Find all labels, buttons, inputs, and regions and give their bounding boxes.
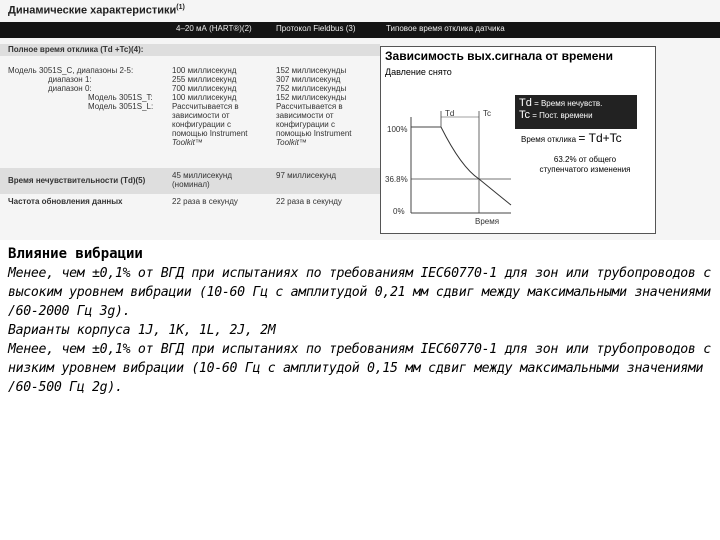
row-value-fieldbus: 22 раза в секунду (276, 197, 342, 206)
chart-legend (515, 95, 637, 129)
row-label (8, 66, 153, 111)
table-header (0, 22, 380, 38)
cell-line: помощью Instrument (276, 129, 352, 138)
cell-line: 700 миллисекунд (172, 84, 237, 93)
cell-line: 152 миллисекунды (276, 66, 347, 75)
y-label-368: 36.8% (385, 175, 408, 184)
cell-line: Toolkit™ (172, 138, 203, 147)
cell-line: Рассчитывается в (276, 102, 343, 111)
header-hart: 4–20 мА (HART®)(2) (176, 24, 252, 33)
cell-line: 752 миллисекунды (276, 84, 347, 93)
y-label-0: 0% (393, 207, 405, 216)
row-label: Время нечувствительности (Td)(5) (8, 176, 146, 185)
response-label-text: Время отклика (521, 135, 577, 144)
response-formula: = Td+Tc (578, 131, 622, 145)
cell-line: Рассчитывается в (172, 102, 239, 111)
cell-line: зависимости от (172, 111, 230, 120)
cell-line: 45 миллисекунд (172, 171, 233, 180)
vibration-section (8, 245, 712, 397)
table-row (0, 44, 380, 56)
paragraph-housing-options: Варианты корпуса 1J, 1K, 1L, 2J, 2M (8, 323, 276, 338)
spec-title-note: (1) (176, 4, 185, 11)
x-label: Время (475, 217, 500, 226)
cell-line: 97 миллисекунд (276, 171, 337, 180)
row-label-line: Модель 3051S_C, диапазоны 2-5: (8, 66, 134, 75)
spec-title-text: Динамические характеристики (8, 4, 177, 17)
legend-td-text: = Время нечувств. (534, 99, 603, 108)
row-label: Частота обновления данных (8, 197, 123, 206)
header-fieldbus: Протокол Fieldbus (3) (276, 24, 356, 33)
row-label: Полное время отклика (Td +Tc)(4): (8, 45, 144, 54)
scanned-spec-image (0, 0, 720, 240)
legend-tc: Tc (519, 109, 530, 121)
row-value-hart: 22 раза в секунду (172, 197, 238, 206)
row-label-line: диапазон 1: (48, 75, 92, 84)
cell-line: зависимости от (276, 111, 334, 120)
chart-subtitle: Давление снято (385, 67, 452, 77)
cell-line: помощью Instrument (172, 129, 248, 138)
cell-line: Toolkit™ (276, 138, 307, 147)
section-heading: Влияние вибрации (8, 246, 143, 262)
row-label-line: диапазон 0: (48, 84, 92, 93)
cell-line: 307 миллисекунд (276, 75, 341, 84)
paragraph-low-vibration: Менее, чем ±0,1% от ВГД при испытаниях по требованиям IEC60770-1 для зон или трубопроводов с низким уровнем вибрации (10-60 Гц с амплитудой 0,15 мм сдвиг между максимальными значениями /60-500 Гц 2g). (8, 342, 711, 395)
cell-line: конфигурации с (172, 120, 231, 129)
row-value-hart (172, 171, 232, 189)
legend-td: Td (519, 97, 532, 109)
cell-line: (номинал) (172, 180, 210, 189)
y-label-100: 100% (387, 125, 408, 134)
spec-title (8, 4, 185, 17)
response-time-label (521, 131, 622, 145)
paragraph-high-vibration: Менее, чем ±0,1% от ВГД при испытаниях по требованиям IEC60770-1 для зон или трубопроводов с высоким уровнем вибрации (10-60 Гц с амплитудой 0,21 мм сдвиг между максимальными значениями /60-2000 Гц 3g). (8, 266, 711, 319)
row-value-hart (172, 66, 248, 147)
tc-mark-label: Tc (483, 109, 491, 118)
td-mark-label: Td (445, 109, 455, 118)
cell-line: 255 миллисекунд (172, 75, 237, 84)
table-header-right (380, 22, 720, 38)
header-response: Типовое время отклика датчика (386, 24, 505, 33)
cell-line: 100 миллисекунд (172, 66, 237, 75)
chart-title: Зависимость вых.сигнала от времени (385, 49, 614, 63)
row-label-line: Модель 3051S_T: (88, 93, 153, 102)
cell-line: 152 миллисекунды (276, 93, 347, 102)
row-label-line: Модель 3051S_L: (88, 102, 154, 111)
table-row (0, 196, 380, 208)
cell-line: конфигурации с (276, 120, 335, 129)
table-row (0, 66, 380, 152)
response-chart (380, 46, 656, 234)
cell-line: 100 миллисекунд (172, 93, 237, 102)
row-value-fieldbus (276, 171, 336, 180)
decay-curve (441, 127, 511, 205)
chart-note: 63.2% от общего ступенчатого изменения (539, 155, 631, 174)
row-value-fieldbus (276, 66, 352, 147)
table-row (0, 168, 380, 194)
legend-tc-text: = Пост. времени (532, 111, 593, 120)
